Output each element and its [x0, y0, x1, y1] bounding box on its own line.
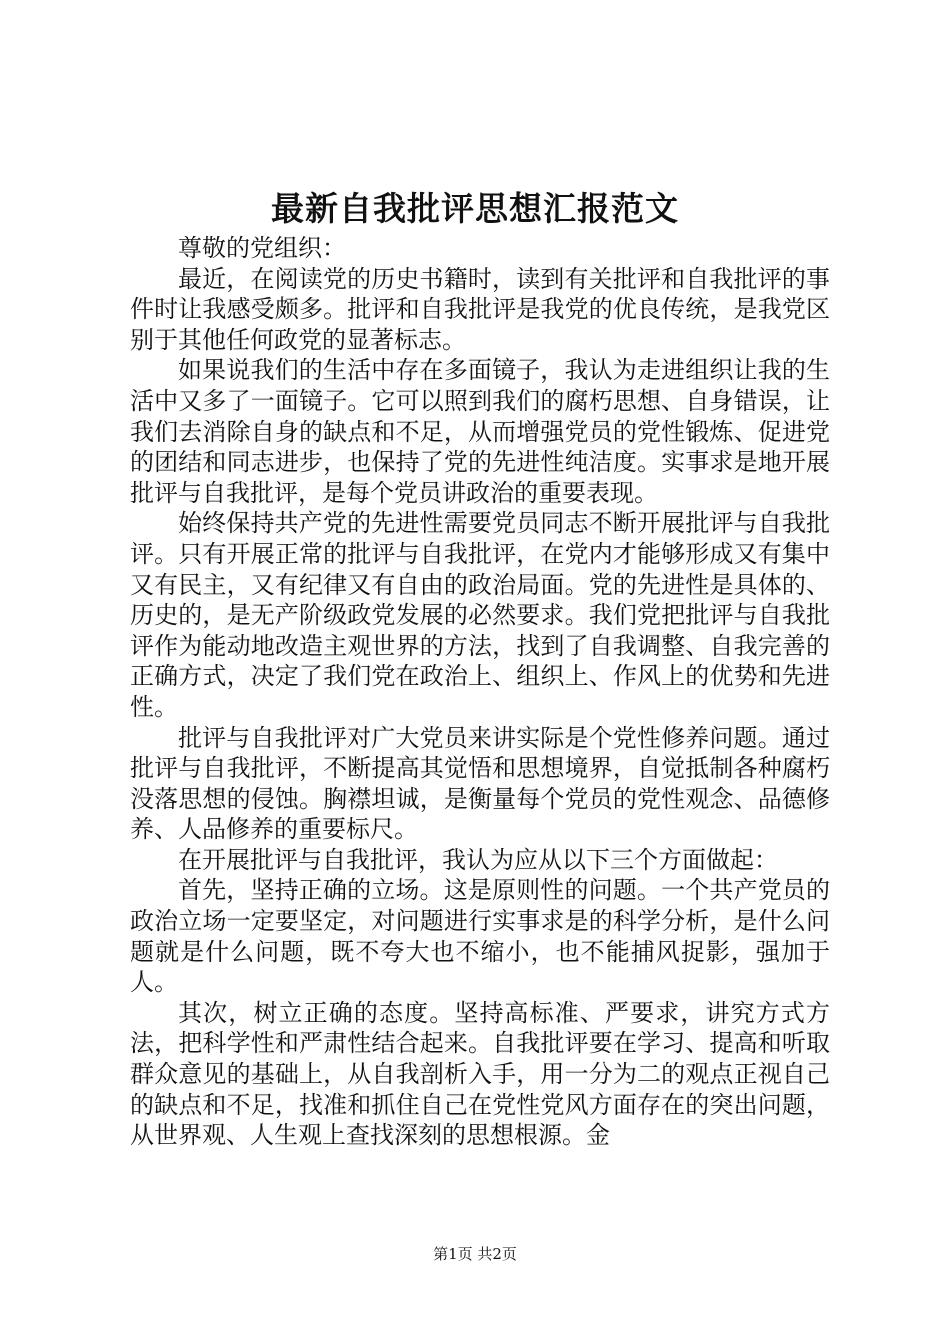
paragraph-6: 首先，坚持正确的立场。这是原则性的问题。一个共产党员的政治立场一定要坚定，对问题进行实事求是的科学分析，是什么问题就是什么问题，既不夸大也不缩小，也不能捕风捉影，强加于人。 [130, 876, 830, 997]
document-body [130, 233, 830, 1151]
paragraph-7: 其次，树立正确的态度。坚持高标准、严要求，讲究方式方法，把科学性和严肃性结合起来。自我批评要在学习、提高和听取群众意见的基础上，从自我剖析入手，用一分为二的观点正视自己的缺点和不足，找准和抓住自己在党性党风方面存在的突出问题，从世界观、人生观上查找深刻的思想根源。金 [130, 998, 830, 1150]
page-footer: 第1页 共2页 [433, 1245, 517, 1263]
paragraph-2: 如果说我们的生活中存在多面镜子，我认为走进组织让我的生活中又多了一面镜子。它可以照到我们的腐朽思想、自身错误，让我们去消除自身的缺点和不足，从而增强党员的党性锻炼、促进党的团结和同志进步，也保持了党的先进性纯洁度。实事求是地开展批评与自我批评，是每个党员讲政治的重要表现。 [130, 356, 830, 507]
paragraph-1: 最近，在阅读党的历史书籍时，读到有关批评和自我批评的事件时让我感受颇多。批评和自我批评是我党的优良传统，是我党区别于其他任何政党的显著标志。 [130, 264, 830, 354]
paragraph-4: 批评与自我批评对广大党员来讲实际是个党性修养问题。通过批评与自我批评，不断提高其觉悟和思想境界，自觉抵制各种腐朽没落思想的侵蚀。胸襟坦诚，是衡量每个党员的党性观念、品德修养、人品修养的重要标尺。 [130, 723, 830, 844]
paragraph-5: 在开展批评与自我批评，我认为应从以下三个方面做起： [178, 845, 778, 874]
paragraph-3: 始终保持共产党的先进性需要党员同志不断开展批评与自我批评。只有开展正常的批评与自我批评，在党内才能够形成又有集中又有民主，又有纪律又有自由的政治局面。党的先进性是具体的、历史的，是无产阶级政党发展的必然要求。我们党把批评与自我批评作为能动地改造主观世界的方法，找到了自我调整、自我完善的正确方式，决定了我们党在政治上、组织上、作风上的优势和先进性。 [130, 509, 830, 721]
salutation: 尊敬的党组织： [178, 234, 346, 262]
document-title: 最新自我批评思想汇报范文 [271, 189, 679, 228]
